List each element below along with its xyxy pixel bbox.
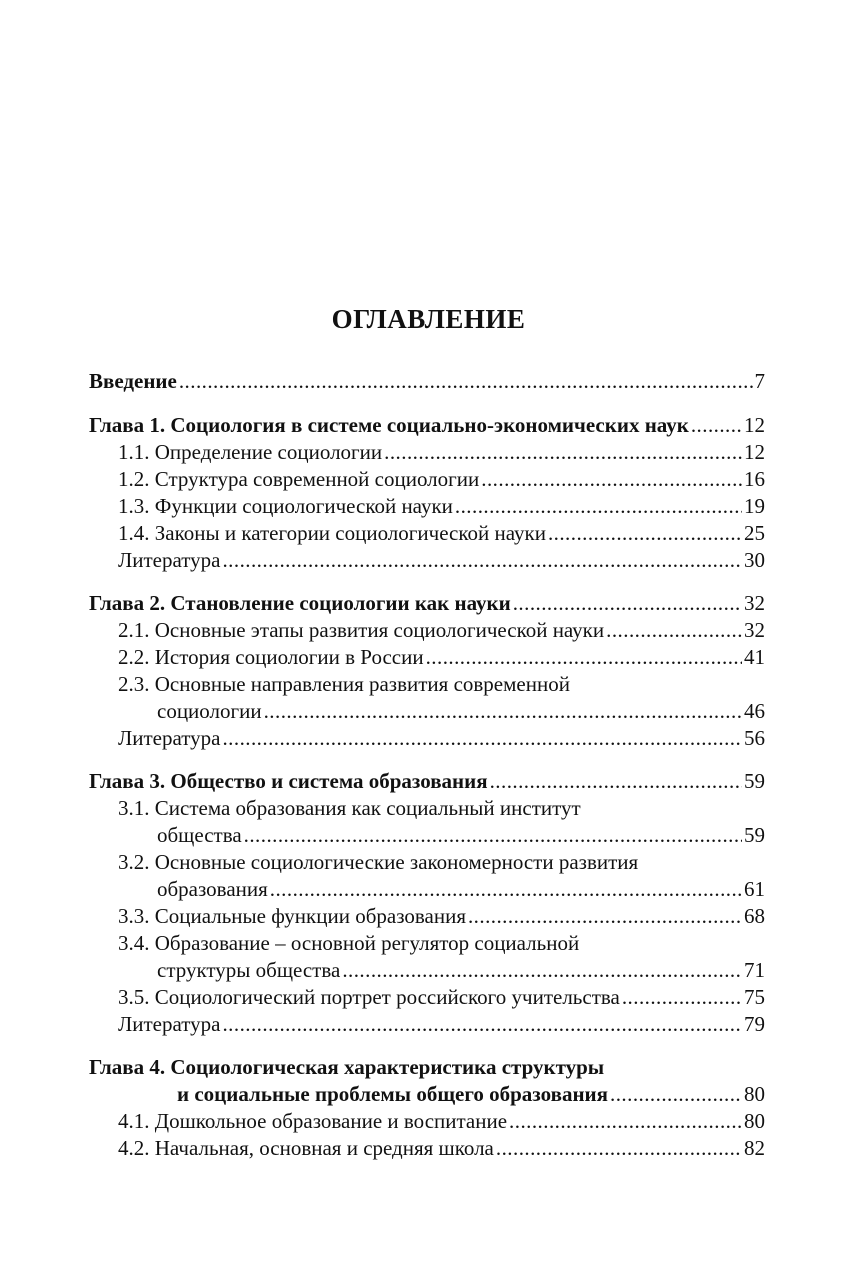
dot-leader [222,547,742,574]
dot-leader [548,520,742,547]
toc-entry-line1[interactable]: 2.3. Основные направления развития современной [118,672,570,696]
toc-chapter-2[interactable] [89,590,765,617]
toc-page-number: 75 [744,985,765,1009]
toc-page-number: 80 [744,1082,765,1106]
toc-page-number: 12 [744,440,765,464]
toc-entry-line1[interactable]: 3.1. Система образования как социальный институт [118,796,581,820]
dot-leader [222,725,742,752]
toc-entry[interactable] [89,466,765,493]
toc-chapter-label: и социальные проблемы общего образования [177,1082,609,1106]
toc-entry[interactable] [89,1108,765,1135]
toc-chapter-3[interactable] [89,768,765,795]
toc-entry-label: общества [157,823,242,847]
toc-entry-label: 4.1. Дошкольное образование и воспитание [118,1109,508,1133]
toc-page-number: 16 [744,467,765,491]
toc-entry-literature[interactable] [89,547,765,574]
dot-leader [264,698,742,725]
dot-leader [509,1108,742,1135]
toc-entry-label: 2.2. История социологии в России [118,645,424,669]
toc-entry-label: 4.2. Начальная, основная и средняя школа [118,1136,494,1160]
dot-leader [270,876,742,903]
toc-page-number: 19 [744,494,765,518]
dot-leader [426,644,742,671]
dot-leader [244,822,742,849]
toc-entry-label: 1.1. Определение социологии [118,440,383,464]
toc-chapter-label: Глава 3. Общество и система образования [89,769,488,793]
toc-entry[interactable] [89,493,765,520]
toc-entry-label: 3.5. Социологический портрет российского учительства [118,985,620,1009]
toc-entry-line1[interactable]: 3.2. Основные социологические закономерности развития [118,850,639,874]
toc-entry-line2[interactable] [89,822,765,849]
dot-leader [496,1135,742,1162]
toc-page-number: 30 [744,548,765,572]
toc-page-number: 46 [744,699,765,723]
toc-page-number: 71 [744,958,765,982]
toc-page-number: 61 [744,877,765,901]
toc-entry-label: 1.3. Функции социологической науки [118,494,453,518]
toc-page-number: 12 [744,413,765,437]
toc-chapter-4-line2[interactable] [89,1081,765,1108]
toc-entry-label: Введение [89,369,177,393]
toc-page-number: 25 [744,521,765,545]
toc-entry-label: 3.3. Социальные функции образования [118,904,466,928]
toc-entry-line2[interactable] [89,876,765,903]
toc-page-number: 56 [744,726,765,750]
toc-entry-label: Литература [118,1012,221,1036]
toc-page-number: 79 [744,1012,765,1036]
toc-chapter-label: Глава 2. Становление социологии как науки [89,591,511,615]
toc-entry-label: структуры общества [157,958,341,982]
dot-leader [342,957,742,984]
dot-leader [622,984,742,1011]
toc-entry-line2[interactable] [89,957,765,984]
dot-leader [691,412,742,439]
toc-entry-line1[interactable]: 3.4. Образование – основной регулятор социальной [118,931,580,955]
toc-entry-literature[interactable] [89,725,765,752]
dot-leader [222,1011,742,1038]
dot-leader [481,466,742,493]
dot-leader [606,617,742,644]
toc-page-number: 80 [744,1109,765,1133]
dot-leader [490,768,742,795]
dot-leader [455,493,742,520]
table-of-contents [89,368,765,1162]
toc-page-number: 59 [744,769,765,793]
page-title: ОГЛАВЛЕНИЕ [331,304,526,334]
toc-entry-label: социологии [157,699,262,723]
toc-page-number: 41 [744,645,765,669]
toc-entry[interactable] [89,520,765,547]
toc-entry[interactable] [89,644,765,671]
dot-leader [513,590,742,617]
dot-leader [468,903,742,930]
toc-entry-intro[interactable] [89,368,765,395]
dot-leader [610,1081,742,1108]
toc-entry[interactable] [89,903,765,930]
toc-entry-label: 1.2. Структура современной социологии [118,467,480,491]
toc-entry[interactable] [89,439,765,466]
toc-entry-label: 1.4. Законы и категории социологической науки [118,521,546,545]
dot-leader [179,368,753,395]
toc-page-number: 7 [754,369,765,393]
toc-chapter-label: Глава 1. Социология в системе социально-экономических наук [89,413,689,437]
toc-page-number: 68 [744,904,765,928]
toc-entry-label: 2.1. Основные этапы развития социологической науки [118,618,605,642]
toc-page-number: 82 [744,1136,765,1160]
toc-entry-label: Литература [118,726,221,750]
toc-chapter-4-line1[interactable]: Глава 4. Социологическая характеристика структуры [89,1055,605,1079]
toc-page-number: 32 [744,618,765,642]
toc-entry[interactable] [89,617,765,644]
toc-entry[interactable] [89,984,765,1011]
toc-page-number: 59 [744,823,765,847]
toc-entry[interactable] [89,1135,765,1162]
toc-entry-label: Литература [118,548,221,572]
toc-entry-label: образования [157,877,268,901]
toc-page-number: 32 [744,591,765,615]
dot-leader [384,439,742,466]
toc-chapter-1[interactable] [89,412,765,439]
toc-entry-line2[interactable] [89,698,765,725]
toc-entry-literature[interactable] [89,1011,765,1038]
